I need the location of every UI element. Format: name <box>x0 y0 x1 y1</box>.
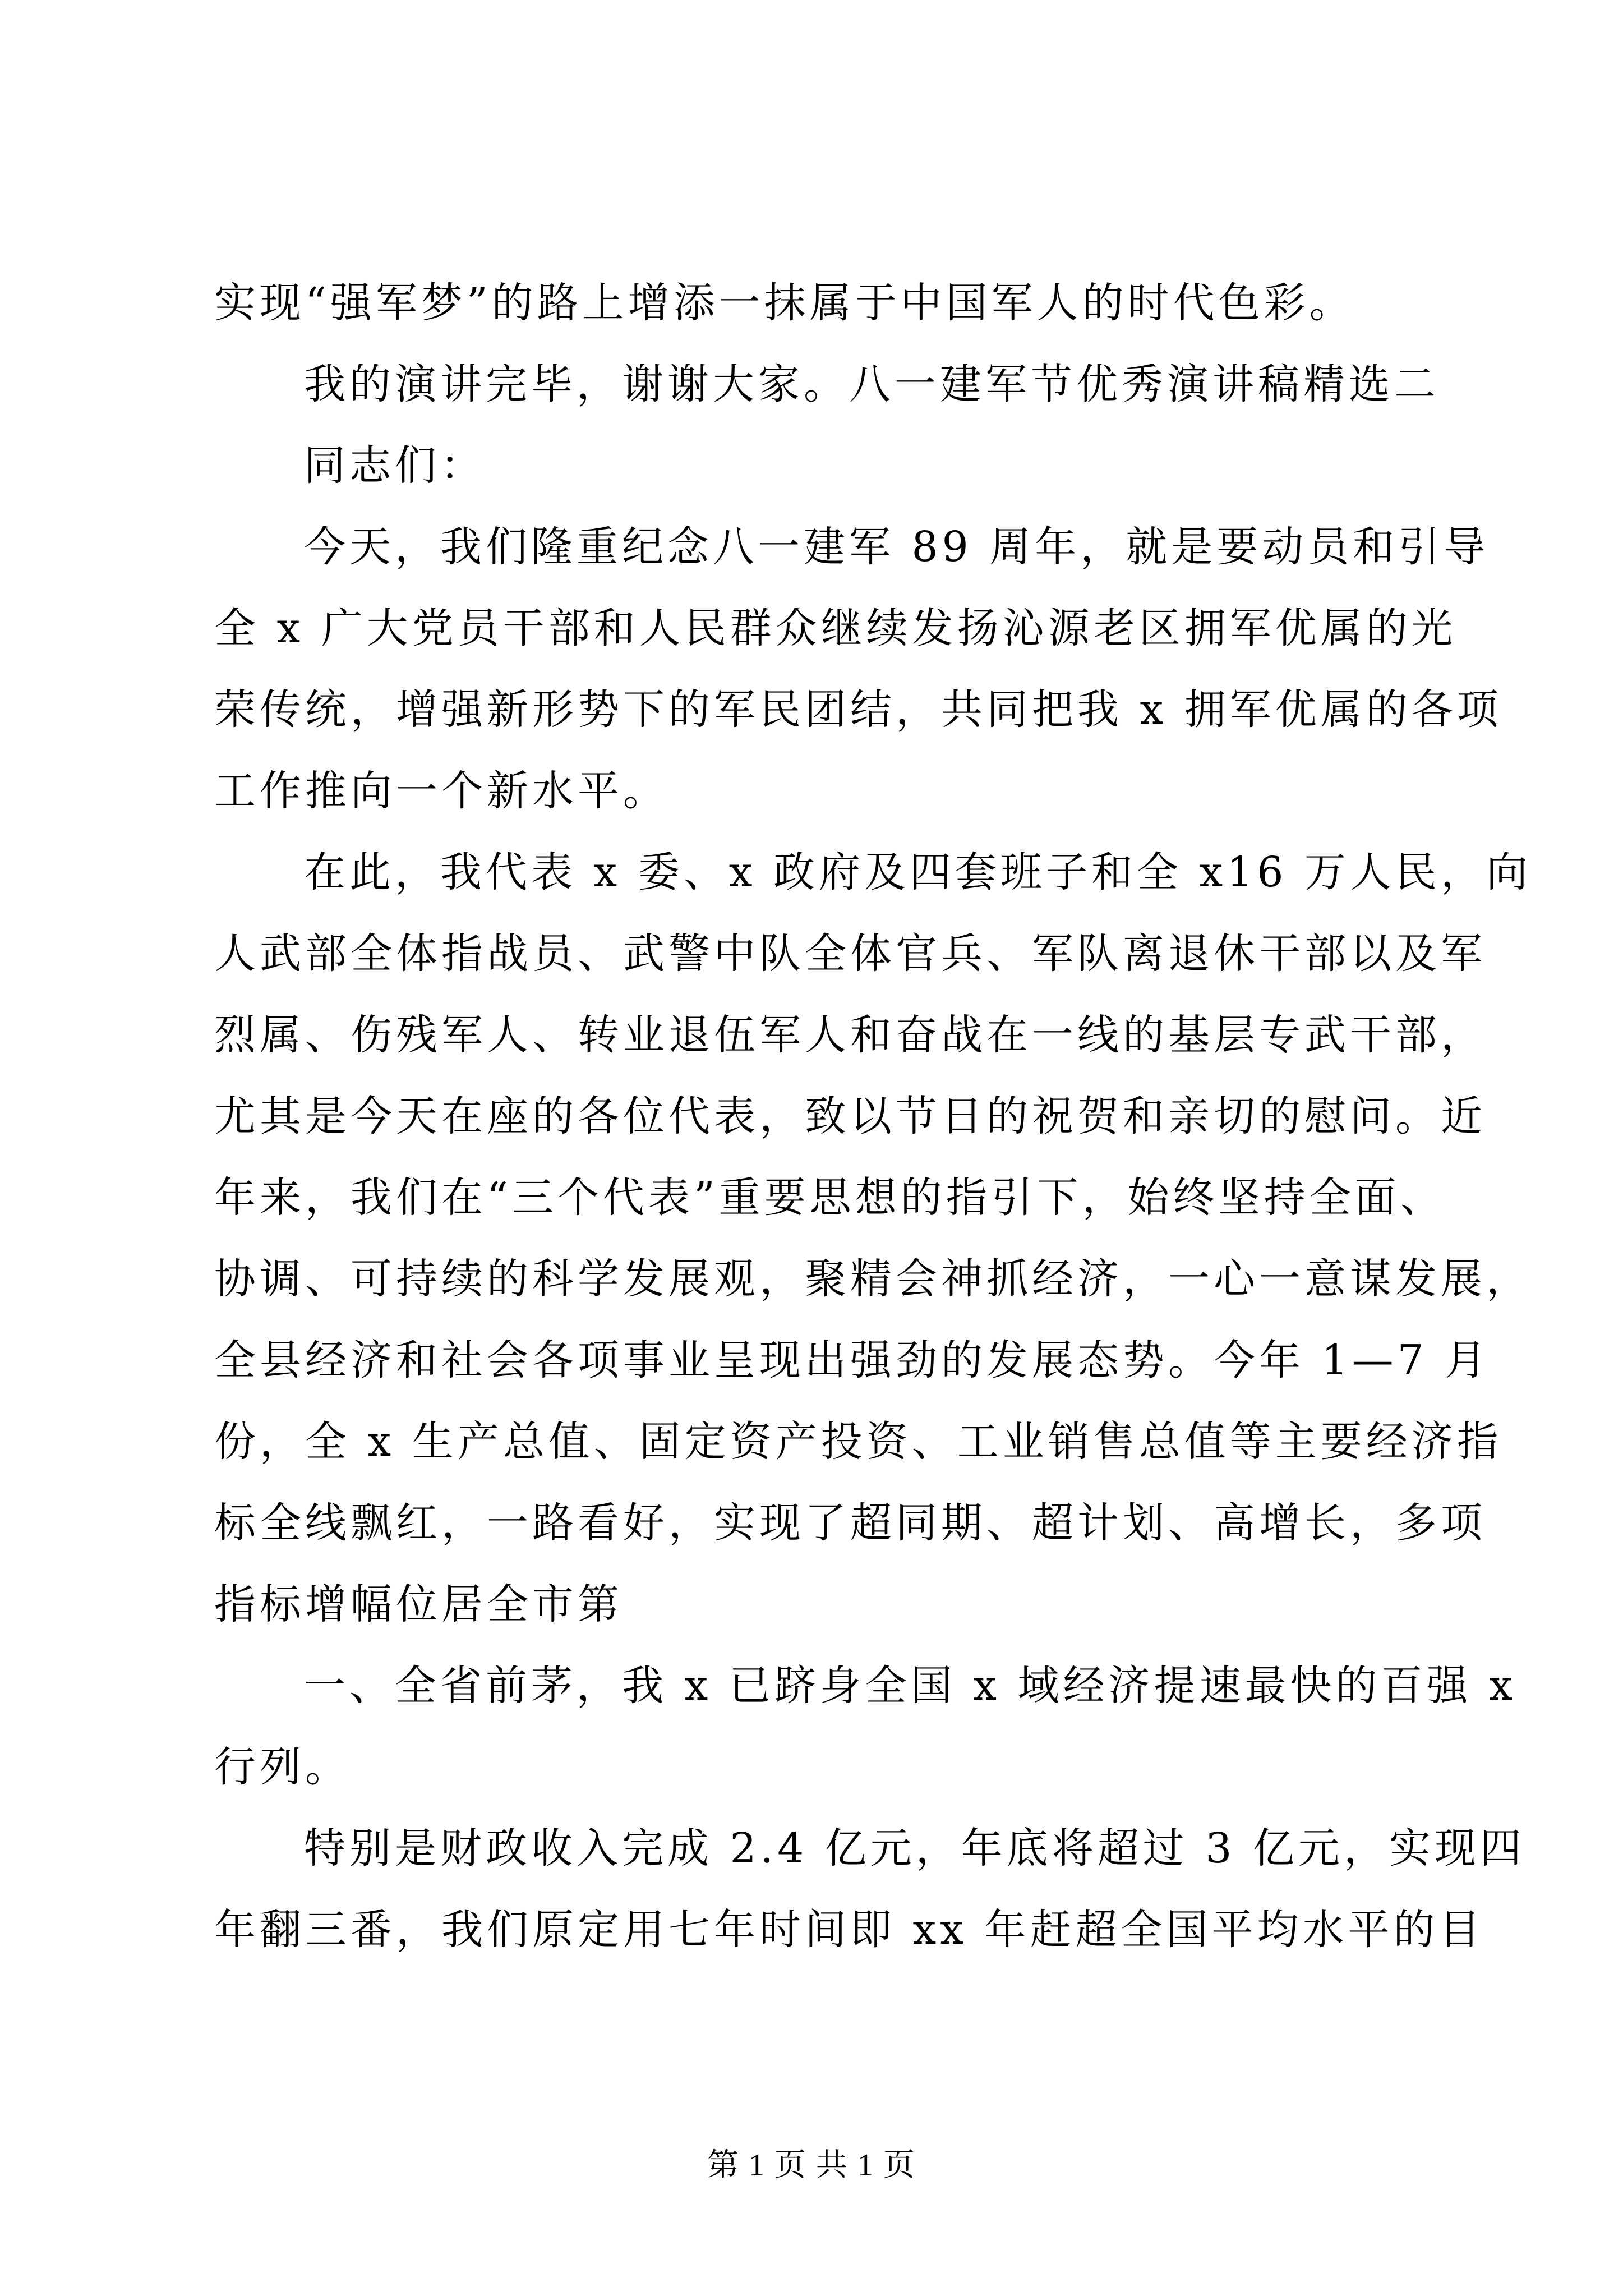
text-line: 人武部全体指战员、武警中队全体官兵、军队离退休干部以及军 <box>214 930 1486 978</box>
text-line: 在此，我代表 x 委、x 政府及四套班子和全 x16 万人民，向 <box>304 848 1532 896</box>
text-line: 特别是财政收入完成 2.4 亿元，年底将超过 3 亿元，实现四 <box>304 1824 1525 1872</box>
text-line: 一、全省前茅，我 x 已跻身全国 x 域经济提速最快的百强 x <box>304 1662 1516 1710</box>
text-line: 我的演讲完毕，谢谢大家。八一建军节优秀演讲稿精选二 <box>304 360 1440 408</box>
text-line: 行列。 <box>214 1743 351 1791</box>
text-line: 协调、可持续的科学发展观，聚精会神抓经济，一心一意谋发展， <box>214 1255 1532 1303</box>
text-line: 烈属、伤残军人、转业退伍军人和奋战在一线的基层专武干部， <box>214 1011 1486 1059</box>
text-line: 今天，我们隆重纪念八一建军 89 周年，就是要动员和引导 <box>304 523 1490 571</box>
text-line: 尤其是今天在座的各位代表，致以节日的祝贺和亲切的慰问。近 <box>214 1092 1486 1140</box>
text-line: 指标增幅位居全市第 <box>214 1580 623 1628</box>
text-line: 工作推向一个新水平。 <box>214 767 668 815</box>
text-line: 荣传统，增强新形势下的军民团结，共同把我 x 拥军优属的各项 <box>214 685 1502 734</box>
text-line: 同志们： <box>304 441 486 490</box>
text-line: 年来，我们在“三个代表”重要思想的指引下，始终坚持全面、 <box>214 1174 1446 1222</box>
text-line: 全县经济和社会各项事业呈现出强劲的发展态势。今年 1—7 月 <box>214 1336 1491 1384</box>
text-line: 标全线飘红，一路看好，实现了超同期、超计划、高增长，多项 <box>214 1499 1486 1547</box>
text-line: 年翻三番，我们原定用七年时间即 xx 年赶超全国平均水平的目 <box>214 1906 1484 1954</box>
text-line: 全 x 广大党员干部和人民群众继续发扬沁源老区拥军优属的光 <box>214 604 1457 652</box>
page-number-footer: 第 1 页 共 1 页 <box>707 2148 916 2183</box>
text-line: 份，全 x 生产总值、固定资产投资、工业销售总值等主要经济指 <box>214 1418 1502 1466</box>
text-line: 实现“强军梦”的路上增添一抹属于中国军人的时代色彩。 <box>214 279 1355 327</box>
